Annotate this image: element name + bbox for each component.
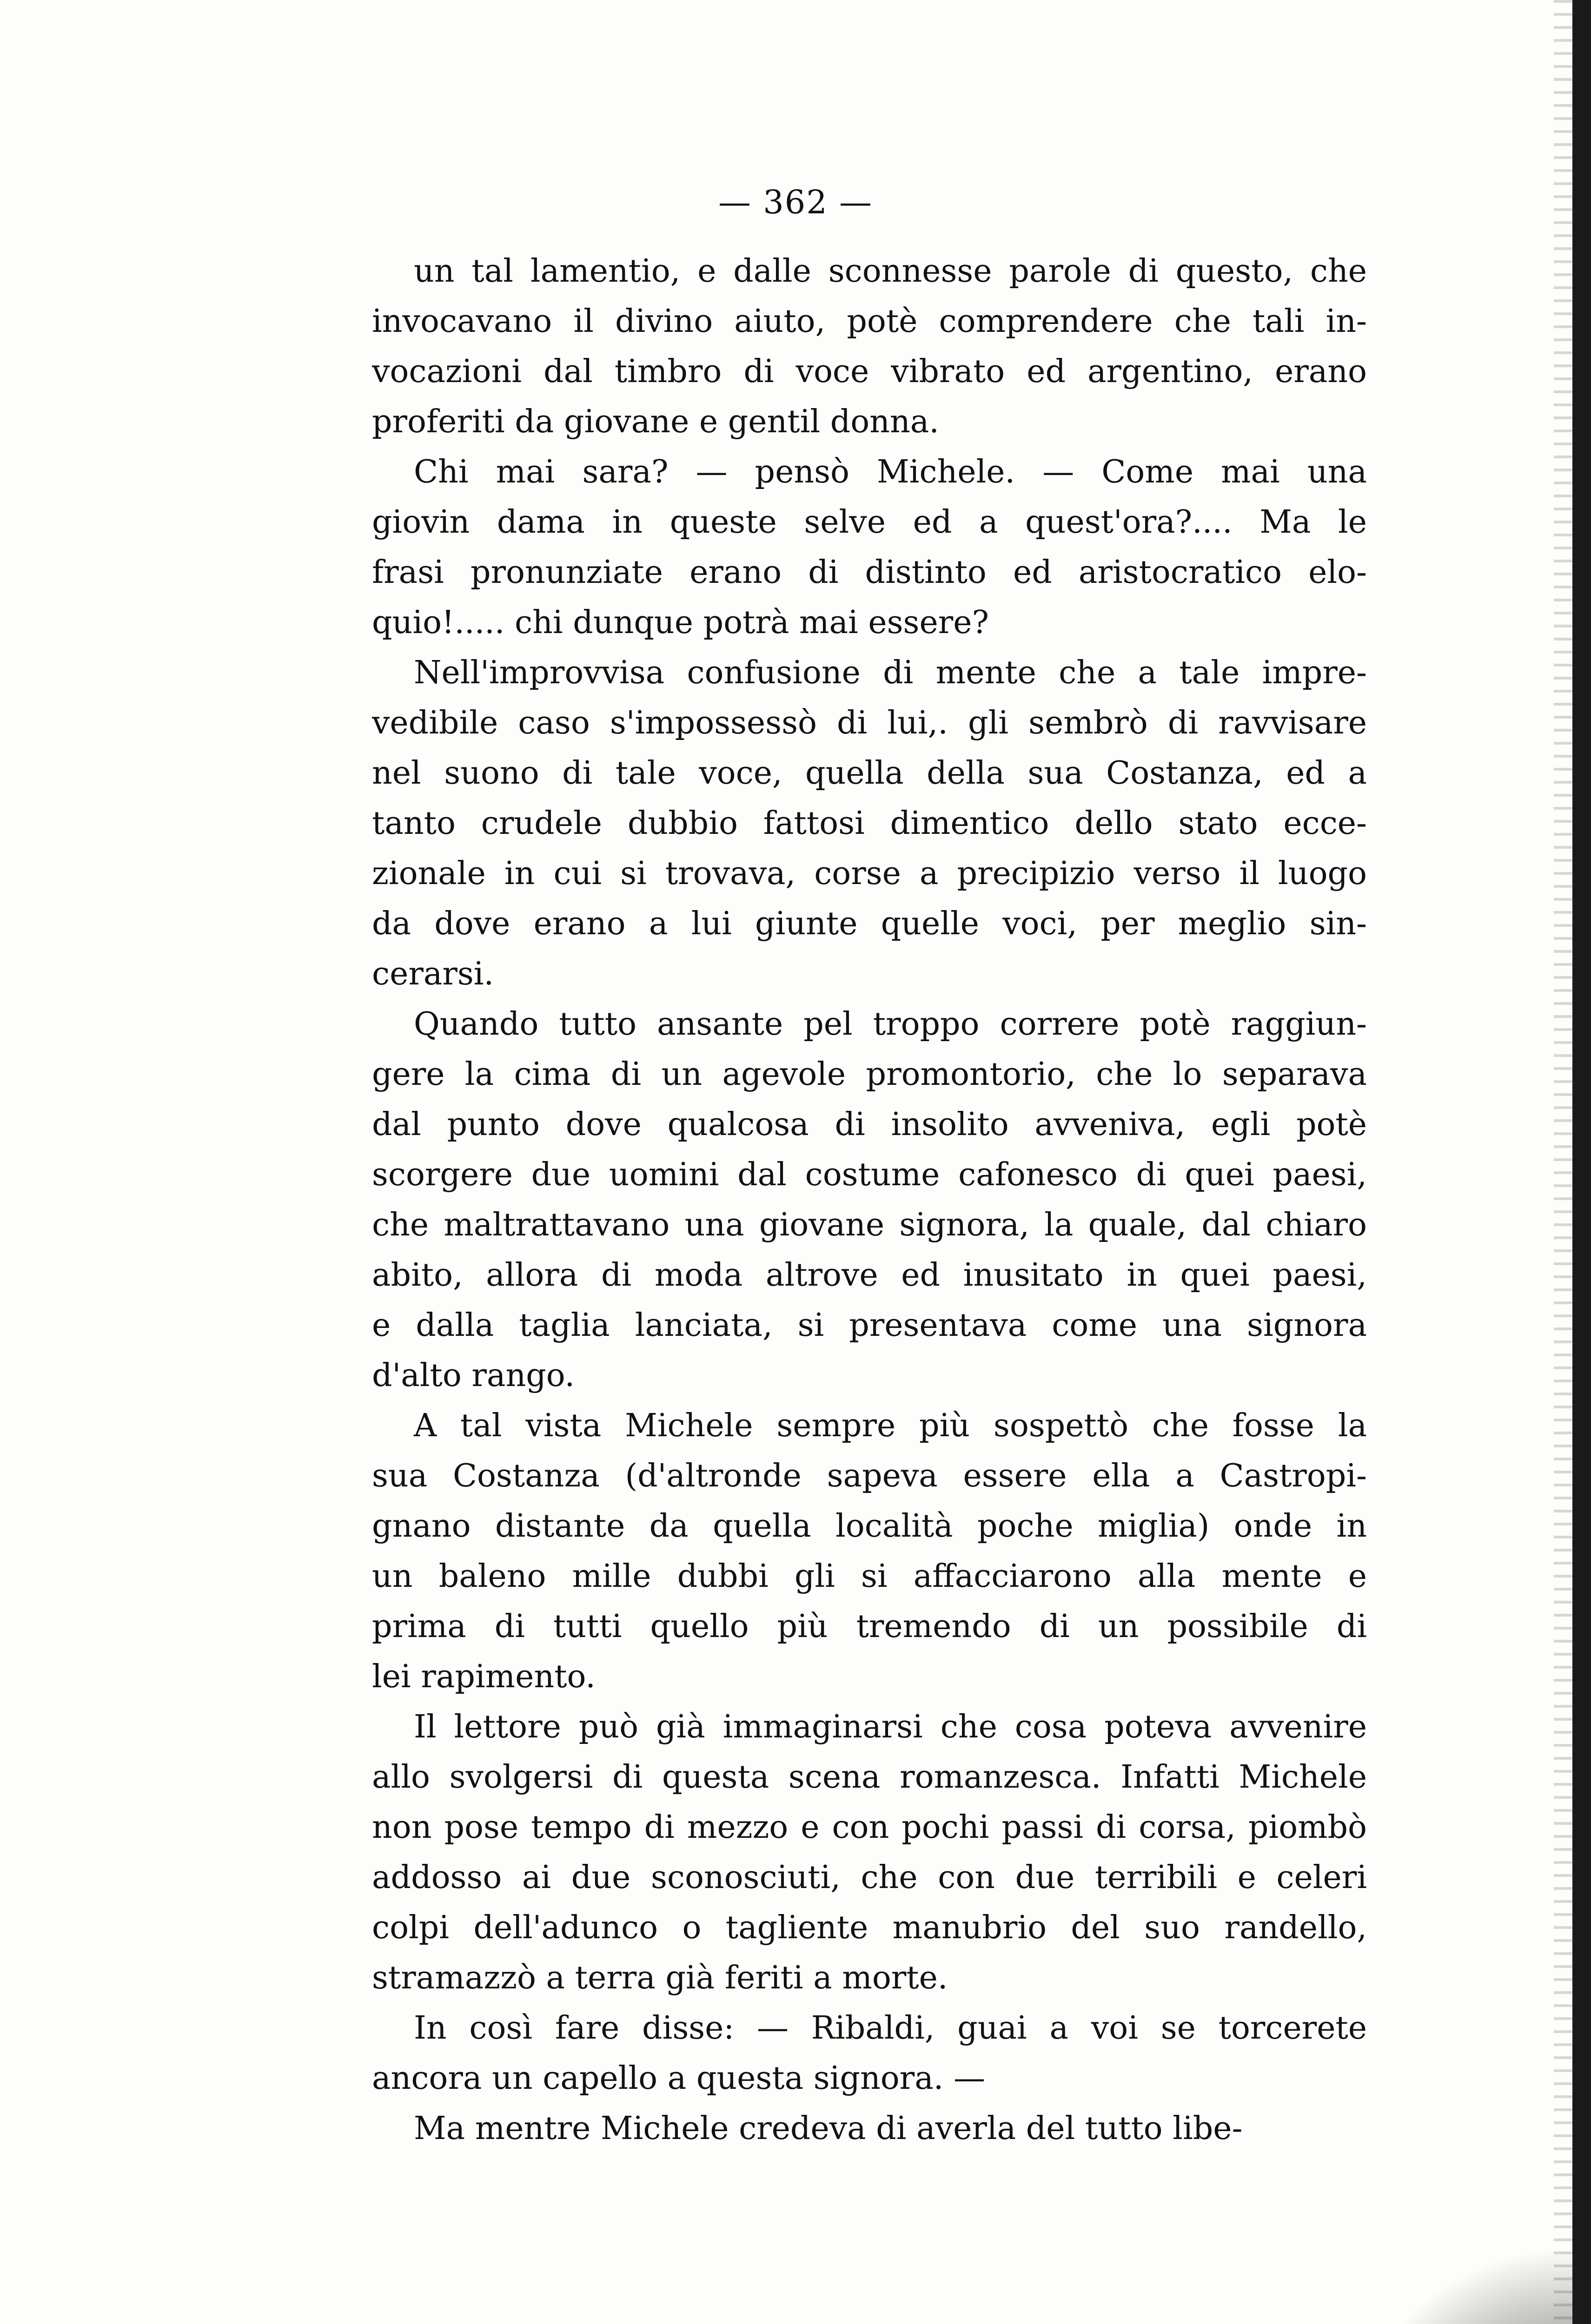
paragraph [372, 2003, 1367, 2104]
text-line: vocazioni dal timbro di voce vibrato ed argentino, erano [372, 353, 1367, 390]
text-line: A tal vista Michele sempre più sospettò che fosse la [414, 1407, 1367, 1444]
text-line: gnano distante da quella località poche miglia) onde in [372, 1508, 1367, 1545]
text-line: Il lettore può già immaginarsi che cosa poteva avvenire [414, 1709, 1367, 1745]
text-line: lei rapimento. [372, 1658, 596, 1695]
text-line: Quando tutto ansante pel troppo correre potè raggiun- [414, 1006, 1367, 1043]
paragraph [372, 1702, 1367, 2003]
paragraph [372, 447, 1367, 648]
text-line: Nell'improvvisa confusione di mente che a tale impre- [414, 654, 1367, 691]
page-number: — 362 — [718, 183, 873, 221]
paragraph [372, 999, 1367, 1401]
text-line: invocavano il divino aiuto, potè comprendere che tali in- [372, 303, 1367, 340]
text-line: addosso ai due sconosciuti, che con due terribili e celeri [372, 1859, 1367, 1896]
scan-edge [1572, 0, 1591, 2324]
scan-edge-speckle [1554, 0, 1572, 2324]
text-line: stramazzò a terra già feriti a morte. [372, 1960, 948, 1996]
text-line: d'alto rango. [372, 1357, 575, 1394]
text-line: vedibile caso s'impossessò di lui,. gli sembrò di ravvisare [372, 705, 1367, 741]
text-line: un baleno mille dubbi gli si affacciarono alla mente e [372, 1558, 1367, 1595]
scan-corner-speckle [1312, 2212, 1572, 2324]
text-line: In così fare disse: — Ribaldi, guai a voi se torcerete [414, 2010, 1367, 2047]
text-line: scorgere due uomini dal costume cafonesco di quei paesi, [372, 1156, 1367, 1193]
text-line: frasi pronunziate erano di distinto ed aristocratico elo- [372, 554, 1367, 591]
text-line: giovin dama in queste selve ed a quest'ora?.... Ma le [372, 504, 1367, 541]
text-line: e dalla taglia lanciata, si presentava come una signora [372, 1307, 1367, 1344]
text-line: colpi dell'adunco o tagliente manubrio del suo randello, [372, 1909, 1367, 1946]
text-line: dal punto dove qualcosa di insolito avveniva, egli potè [372, 1106, 1367, 1143]
text-line: Chi mai sara? — pensò Michele. — Come mai una [414, 454, 1367, 490]
text-line: da dove erano a lui giunte quelle voci, per meglio sin- [372, 905, 1367, 942]
text-line: prima di tutti quello più tremendo di un possibile di [372, 1608, 1367, 1645]
text-line: sua Costanza (d'altronde sapeva essere ella a Castropi- [372, 1458, 1367, 1494]
text-line: un tal lamentio, e dalle sconnesse parole di questo, che [414, 253, 1367, 290]
text-line: zionale in cui si trovava, corse a precipizio verso il luogo [372, 855, 1367, 892]
text-line: allo svolgersi di questa scena romanzesca. Infatti Michele [372, 1759, 1367, 1796]
text-line: gere la cima di un agevole promontorio, che lo separava [372, 1056, 1367, 1093]
text-line: abito, allora di moda altrove ed inusitato in quei paesi, [372, 1257, 1367, 1294]
paragraph [372, 648, 1367, 999]
text-line: cerarsi. [372, 956, 494, 992]
body-text [372, 246, 1367, 2154]
paragraph [372, 1401, 1367, 1702]
text-line: che maltrattavano una giovane signora, la quale, dal chiaro [372, 1207, 1367, 1243]
text-line: quio!..... chi dunque potrà mai essere? [372, 604, 989, 641]
text-line: ancora un capello a questa signora. — [372, 2060, 985, 2097]
text-line: proferiti da giovane e gentil donna. [372, 403, 939, 440]
text-line: tanto crudele dubbio fattosi dimentico dello stato ecce- [372, 805, 1367, 842]
text-line: nel suono di tale voce, quella della sua Costanza, ed a [372, 755, 1367, 792]
paragraph [372, 246, 1367, 447]
paragraph [372, 2104, 1367, 2154]
text-line: non pose tempo di mezzo e con pochi passi di corsa, piombò [372, 1809, 1367, 1846]
text-line: Ma mentre Michele credeva di averla del tutto libe- [414, 2110, 1243, 2147]
